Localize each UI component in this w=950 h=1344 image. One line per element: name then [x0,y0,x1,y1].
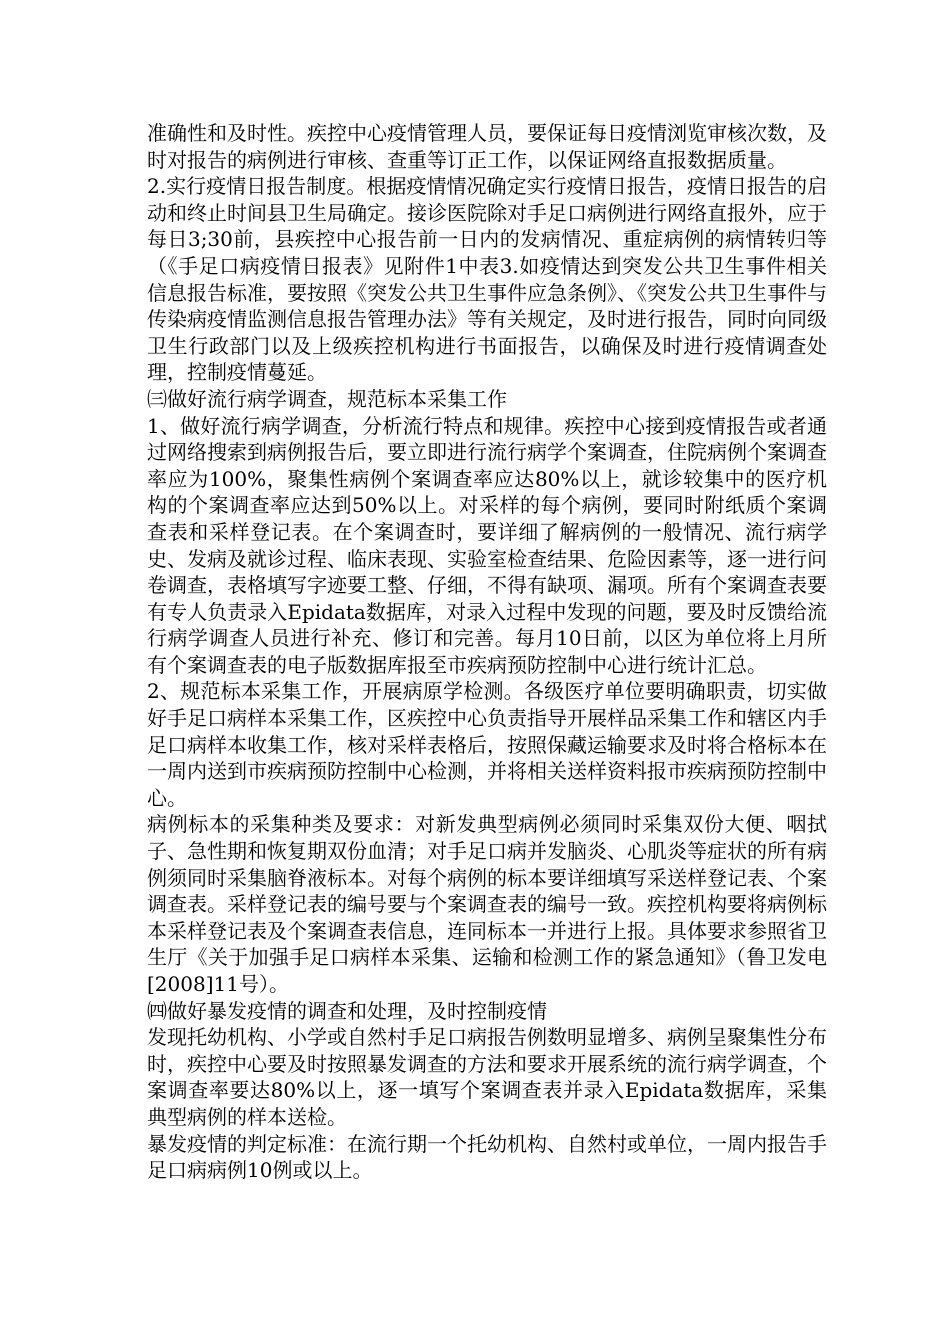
paragraph-daily-report: 2.实行疫情日报告制度。根据疫情情况确定实行疫情日报告，疫情日报告的启动和终止时间县卫生局确定。接诊医院除对手足口病例进行网络直报外，应于每日3;30前，县疾控中心报告前一日内的发病情况、重症病例的病情转归等（《手足口病疫情日报表》见附件1中表3.如疫情达到突发公共卫生事件相关信息报告标准，要按照《突发公共卫生事件应急条例》、《突发公共卫生事件与传染病疫情监测信息报告管理办法》等有关规定，及时进行报告，同时向同级卫生行政部门以及上级疾控机构进行书面报告，以确保及时进行疫情调查处理，控制疫情蔓延。 [147,174,827,385]
paragraph-specimen-collection: 2、规范标本采集工作，开展病原学检测。各级医疗单位要明确职责，切实做好手足口病样本采集工作，区疾控中心负责指导开展样品采集工作和辖区内手足口病样本收集工作，核对采样表格后，按照保藏运输要求及时将合格标本在一周内送到市疾病预防控制中心检测，并将相关送样资料报市疾病预防控制中心。 [147,679,827,810]
section-heading-4: ㈣做好暴发疫情的调查和处理，及时控制疫情 [147,998,547,1023]
section-heading-3: ㈢做好流行病学调查，规范标本采集工作 [147,386,507,411]
paragraph-outbreak-investigation: 发现托幼机构、小学或自然村手足口病报告例数明显增多、病例呈聚集性分布时，疾控中心要及时按照暴发调查的方法和要求开展系统的流行病学调查，个案调查率要达80%以上，逐一填写个案调查表并录入Epidata数据库，采集典型病例的样本送检。 [147,1025,827,1129]
paragraph-outbreak-criteria: 暴发疫情的判定标准：在流行期一个托幼机构、自然村或单位，一周内报告手足口病病例10例或以上。 [147,1131,827,1183]
paragraph-continuation: 准确性和及时性。疾控中心疫情管理人员，要保证每日疫情浏览审核次数，及时对报告的病例进行审核、查重等订正工作，以保证网络直报数据质量。 [147,121,827,172]
paragraph-specimen-requirements: 病例标本的采集种类及要求：对新发典型病例必须同时采集双份大便、咽拭子、急性期和恢复期双份血清；对手足口病并发脑炎、心肌炎等症状的所有病例须同时采集脑脊液标本。对每个病例的标本要详细填写采送样登记表、个案调查表。采样登记表的编号要与个案调查表的编号一致。疾控机构要将病例标本采样登记表及个案调查表信息，连同标本一并进行上报。具体要求参照省卫生厅《关于加强手足口病样本采集、运输和检测工作的紧急通知》（鲁卫发电[2008]11号）。 [147,812,827,996]
paragraph-epidemiology-survey: 1、做好流行病学调查，分析流行特点和规律。疾控中心接到疫情报告或者通过网络搜索到病例报告后，要立即进行流行病学个案调查，住院病例个案调查率应为100%，聚集性病例个案调查率应达80%以上，就诊较集中的医疗机构的个案调查率应达到50%以上。对采样的每个病例，要同时附纸质个案调查表和采样登记表。在个案调查时，要详细了解病例的一般情况、流行病学史、发病及就诊过程、临床表现、实验室检查结果、危险因素等，逐一进行问卷调查，表格填写字迹要工整、仔细，不得有缺项、漏项。所有个案调查表要有专人负责录入Epidata数据库，对录入过程中发现的问题，要及时反馈给流行病学调查人员进行补充、修订和完善。每月10日前，以区为单位将上月所有个案调查表的电子版数据库报至市疾病预防控制中心进行统计汇总。 [147,413,827,677]
document-body [147,120,827,1184]
